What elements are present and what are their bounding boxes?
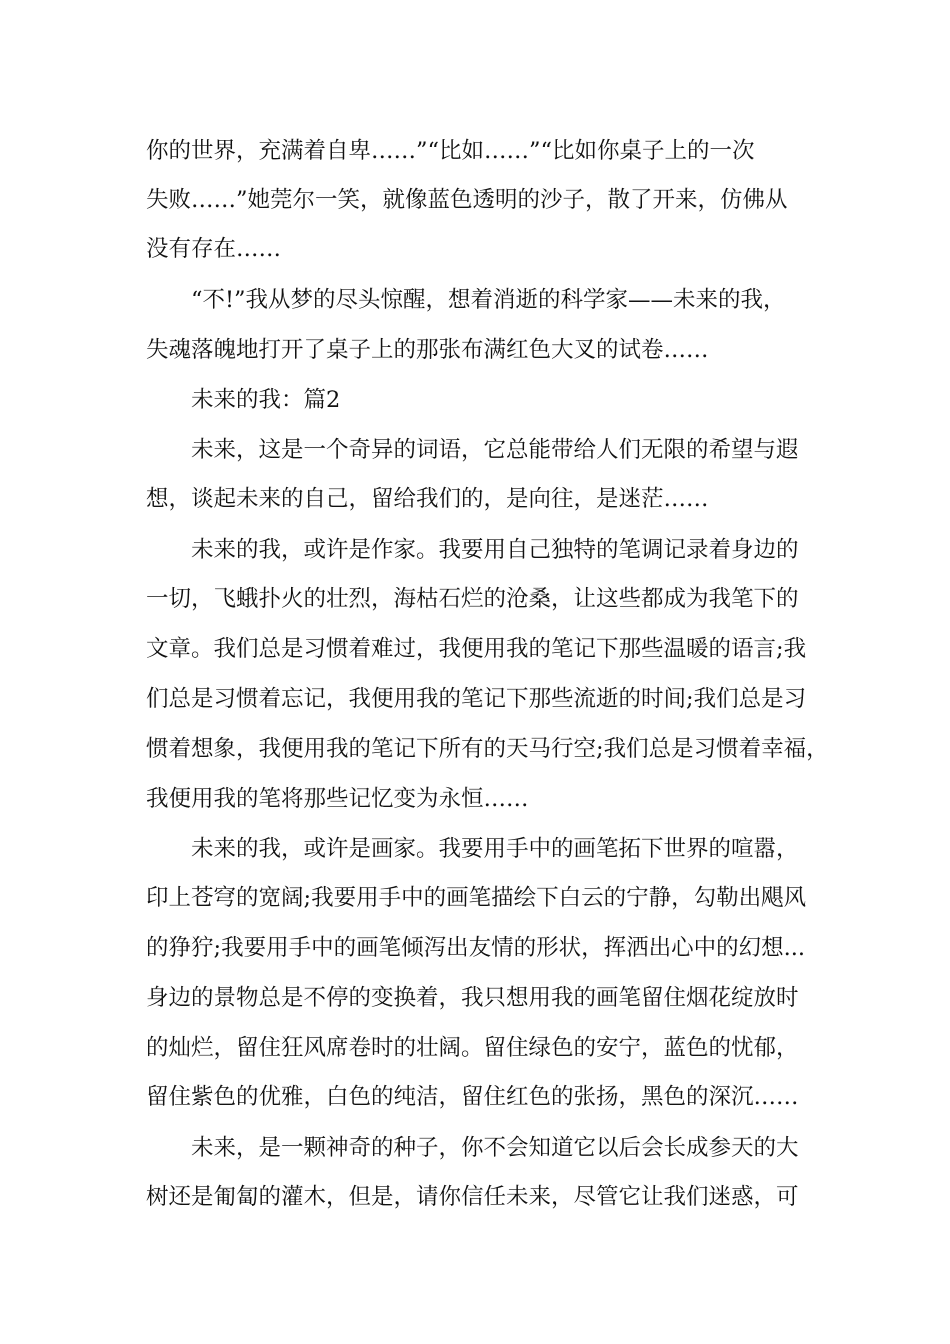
section-heading: 未来的我：篇2 xyxy=(191,387,341,413)
text-line: 文章。我们总是习惯着难过，我便用我的笔记下那些温暖的语言;我 xyxy=(146,636,807,662)
text-line: 未来，这是一个奇异的词语，它总能带给人们无限的希望与遐 xyxy=(191,437,799,463)
text-line: 身边的景物总是不停的变换着，我只想用我的画笔留住烟花绽放时 xyxy=(146,985,799,1011)
text-line: 未来的我，或许是作家。我要用自己独特的笔调记录着身边的 xyxy=(191,537,799,563)
text-line: 一切，飞蛾扑火的壮烈，海枯石烂的沧桑，让这些都成为我笔下的 xyxy=(146,586,799,612)
text-line: 的灿烂，留住狂风席卷时的壮阔。留住绿色的安宁，蓝色的忧郁， xyxy=(146,1035,799,1061)
text-line: 留住紫色的优雅，白色的纯洁，留住红色的张扬，黑色的深沉…… xyxy=(146,1084,799,1110)
text-line: 想，谈起未来的自己，留给我们的，是向往，是迷茫…… xyxy=(146,486,709,512)
text-line: 我便用我的笔将那些记忆变为永恒…… xyxy=(146,786,529,812)
text-line: 你的世界，充满着自卑……”“比如……”“比如你桌子上的一次 xyxy=(146,138,755,164)
text-line: 的狰狞;我要用手中的画笔倾泻出友情的形状，挥洒出心中的幻想... xyxy=(146,935,806,961)
text-line: 失魂落魄地打开了桌子上的那张布满红色大叉的试卷…… xyxy=(146,337,709,363)
text-line: “不!”我从梦的尽头惊醒，想着消逝的科学家——未来的我， xyxy=(191,287,786,313)
text-line: 惯着想象，我便用我的笔记下所有的天马行空;我们总是习惯着幸福， xyxy=(146,736,829,762)
text-line: 印上苍穹的宽阔;我要用手中的画笔描绘下白云的宁静，勾勒出飓风 xyxy=(146,885,807,911)
text-line: 失败……”她莞尔一笑，就像蓝色透明的沙子，散了开来，仿佛从 xyxy=(146,187,788,213)
text-line: 未来，是一颗神奇的种子，你不会知道它以后会长成参天的大 xyxy=(191,1135,799,1161)
text-line: 未来的我，或许是画家。我要用手中的画笔拓下世界的喧嚣， xyxy=(191,836,799,862)
text-line: 们总是习惯着忘记，我便用我的笔记下那些流逝的时间;我们总是习 xyxy=(146,686,807,712)
text-line: 没有存在…… xyxy=(146,236,282,262)
text-line: 树还是匍匐的灌木，但是，请你信任未来，尽管它让我们迷惑，可 xyxy=(146,1184,799,1210)
